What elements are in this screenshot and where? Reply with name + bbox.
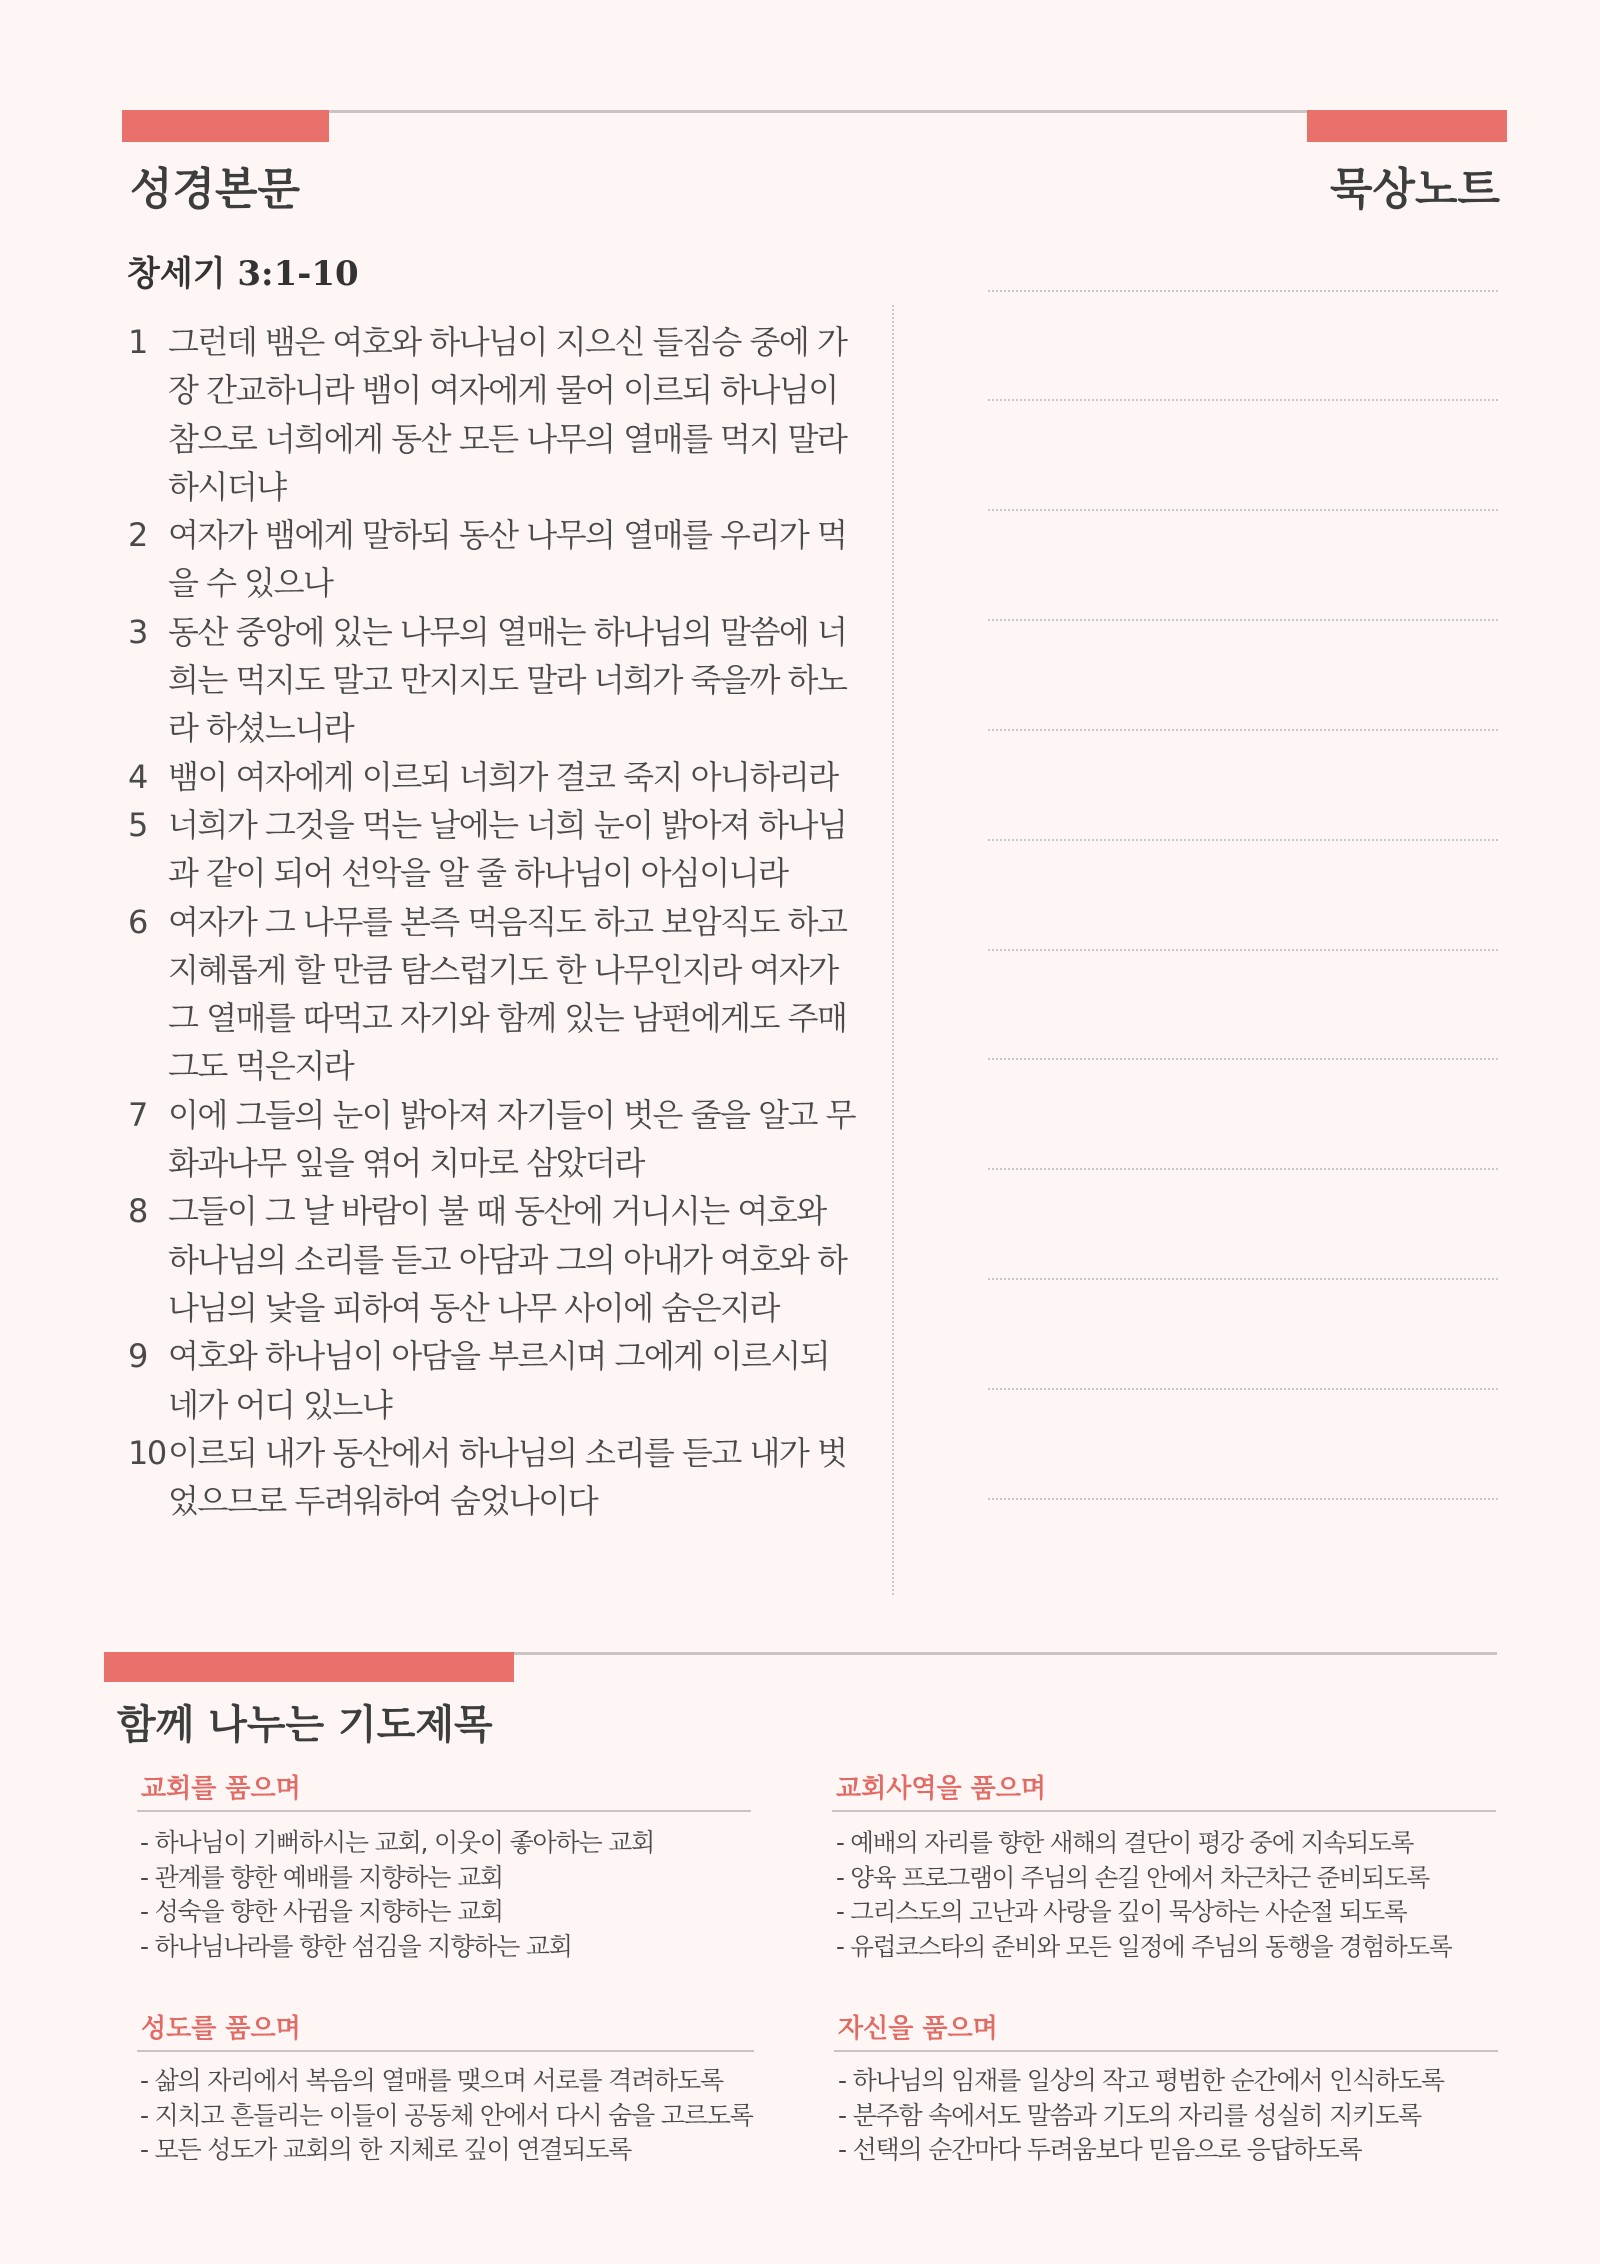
verse-number: 9	[128, 1337, 147, 1376]
verse-text: 이에 그들의 눈이 밝아져 자기들이 벗은 줄을 알고 무화과나무 잎을 엮어 치마로 삼았더라	[168, 1095, 856, 1183]
scripture-accent-bar	[122, 110, 329, 142]
prayer-item: - 하나님이 기뻐하시는 교회, 이웃이 좋아하는 교회	[140, 1828, 655, 1857]
note-line	[988, 399, 1498, 401]
verse-text: 동산 중앙에 있는 나무의 열매는 하나님의 말씀에 너희는 먹지도 말고 만지지도 말라 너희가 죽을까 하노라 하셨느니라	[168, 612, 847, 748]
note-line	[988, 839, 1498, 841]
prayer-item: - 삶의 자리에서 복음의 열매를 맺으며 서로를 격려하도록	[140, 2066, 723, 2095]
prayer-item: - 선택의 순간마다 두려움보다 믿음으로 응답하도록	[838, 2135, 1362, 2164]
prayer-list	[838, 2064, 1444, 2168]
note-line	[988, 1498, 1498, 1500]
verse	[128, 608, 863, 753]
note-line	[988, 1278, 1498, 1280]
prayer-heading: 함께 나누는 기도제목	[117, 1702, 493, 1748]
verse-text: 그들이 그 날 바람이 불 때 동산에 거니시는 여호와 하나님의 소리를 듣고 아담과 그의 아내가 여호와 하나님의 낯을 피하여 동산 나무 사이에 숨은지라	[168, 1192, 847, 1327]
verse	[128, 1332, 863, 1429]
prayer-section-title: 교회를 품으며	[141, 1774, 301, 1804]
prayer-item: - 예배의 자리를 향한 새해의 결단이 평강 중에 지속되도록	[836, 1828, 1414, 1857]
note-line	[988, 729, 1498, 731]
verse-text: 여호와 하나님이 아담을 부르시며 그에게 이르시되 네가 어디 있느냐	[168, 1337, 830, 1424]
verse	[128, 753, 863, 801]
verse-number: 3	[128, 612, 147, 651]
verse-number: 4	[128, 757, 147, 796]
prayer-item: - 유럽코스타의 준비와 모든 일정에 주님의 동행을 경험하도록	[836, 1931, 1452, 1961]
prayer-item: - 양육 프로그램이 주님의 손길 안에서 차근차근 준비되도록	[836, 1862, 1429, 1892]
prayer-item: - 하나님의 임재를 일상의 작고 평범한 순간에서 인식하도록	[838, 2066, 1444, 2095]
prayer-item: - 그리스도의 고난과 사랑을 깊이 묵상하는 사순절 되도록	[836, 1897, 1407, 1926]
prayer-list	[140, 1826, 654, 1964]
verse-text: 이르되 내가 동산에서 하나님의 소리를 듣고 내가 벗었으므로 두려워하여 숨었나이다	[168, 1433, 847, 1521]
verse	[128, 1187, 863, 1332]
note-line	[988, 1388, 1498, 1390]
verse-number: 8	[128, 1192, 147, 1231]
verse-number: 5	[128, 805, 147, 844]
notes-accent-bar	[1307, 110, 1507, 142]
note-line	[988, 1168, 1498, 1170]
note-line	[988, 619, 1498, 621]
prayer-item: - 하나님나라를 향한 섬김을 지향하는 교회	[140, 1931, 572, 1961]
verse-text: 그런데 뱀은 여호와 하나님이 지으신 들짐승 중에 가장 간교하니라 뱀이 여자에게 물어 이르되 하나님이 참으로 너희에게 동산 모든 나무의 열매를 먹지 말라 하시더냐	[168, 323, 847, 506]
top-rule	[122, 110, 1507, 113]
verse-text: 여자가 그 나무를 본즉 먹음직도 하고 보암직도 하고 지혜롭게 할 만큼 탐스럽기도 한 나무인지라 여자가 그 열매를 따먹고 자기와 함께 있는 남편에게도 주매 그도 먹은지라	[168, 902, 847, 1086]
prayer-accent-bar	[104, 1652, 514, 1682]
note-line	[988, 1058, 1498, 1060]
prayer-section-underline	[137, 2050, 754, 2052]
verse-text: 여자가 뱀에게 말하되 동산 나무의 열매를 우리가 먹을 수 있으나	[168, 516, 847, 603]
prayer-section-title: 성도를 품으며	[141, 2014, 301, 2044]
prayer-item: - 성숙을 향한 사귐을 지향하는 교회	[140, 1897, 503, 1926]
column-divider	[892, 305, 894, 1595]
prayer-list	[836, 1826, 1451, 1964]
verse	[128, 318, 863, 511]
prayer-item: - 모든 성도가 교회의 한 지체로 깊이 연결되도록	[140, 2135, 632, 2164]
prayer-section-title: 자신을 품으며	[838, 2014, 998, 2044]
verse-number: 7	[128, 1095, 147, 1134]
scripture-reference: 창세기 3:1-10	[127, 254, 359, 294]
verse-list	[128, 318, 863, 1525]
prayer-section-underline	[137, 1810, 751, 1812]
scripture-heading: 성경본문	[130, 164, 301, 215]
note-line	[988, 509, 1498, 511]
verse-number: 6	[128, 902, 147, 941]
verse	[128, 1091, 863, 1188]
prayer-list	[140, 2064, 753, 2168]
notes-heading: 묵상노트	[1329, 164, 1500, 215]
prayer-item: - 분주함 속에서도 말씀과 기도의 자리를 성실히 지키도록	[838, 2100, 1421, 2130]
verse-text: 뱀이 여자에게 이르되 너희가 결코 죽지 아니하리라	[168, 757, 838, 796]
verse-text: 너희가 그것을 먹는 날에는 너희 눈이 밝아져 하나님과 같이 되어 선악을 알 줄 하나님이 아심이니라	[168, 805, 847, 893]
prayer-section-underline	[834, 2050, 1498, 2052]
prayer-section-underline	[832, 1810, 1496, 1812]
verse-number: 1	[128, 323, 147, 361]
verse	[128, 898, 863, 1091]
verse	[128, 1429, 863, 1526]
note-line	[988, 949, 1498, 951]
prayer-item: - 관계를 향한 예배를 지향하는 교회	[140, 1862, 503, 1892]
verse	[128, 801, 863, 898]
verse	[128, 511, 863, 608]
note-line	[988, 290, 1498, 292]
verse-number: 2	[128, 516, 147, 555]
prayer-item: - 지치고 흔들리는 이들이 공동체 안에서 다시 숨을 고르도록	[140, 2100, 753, 2130]
verse-number: 10	[128, 1433, 166, 1472]
prayer-section-title: 교회사역을 품으며	[836, 1774, 1046, 1804]
